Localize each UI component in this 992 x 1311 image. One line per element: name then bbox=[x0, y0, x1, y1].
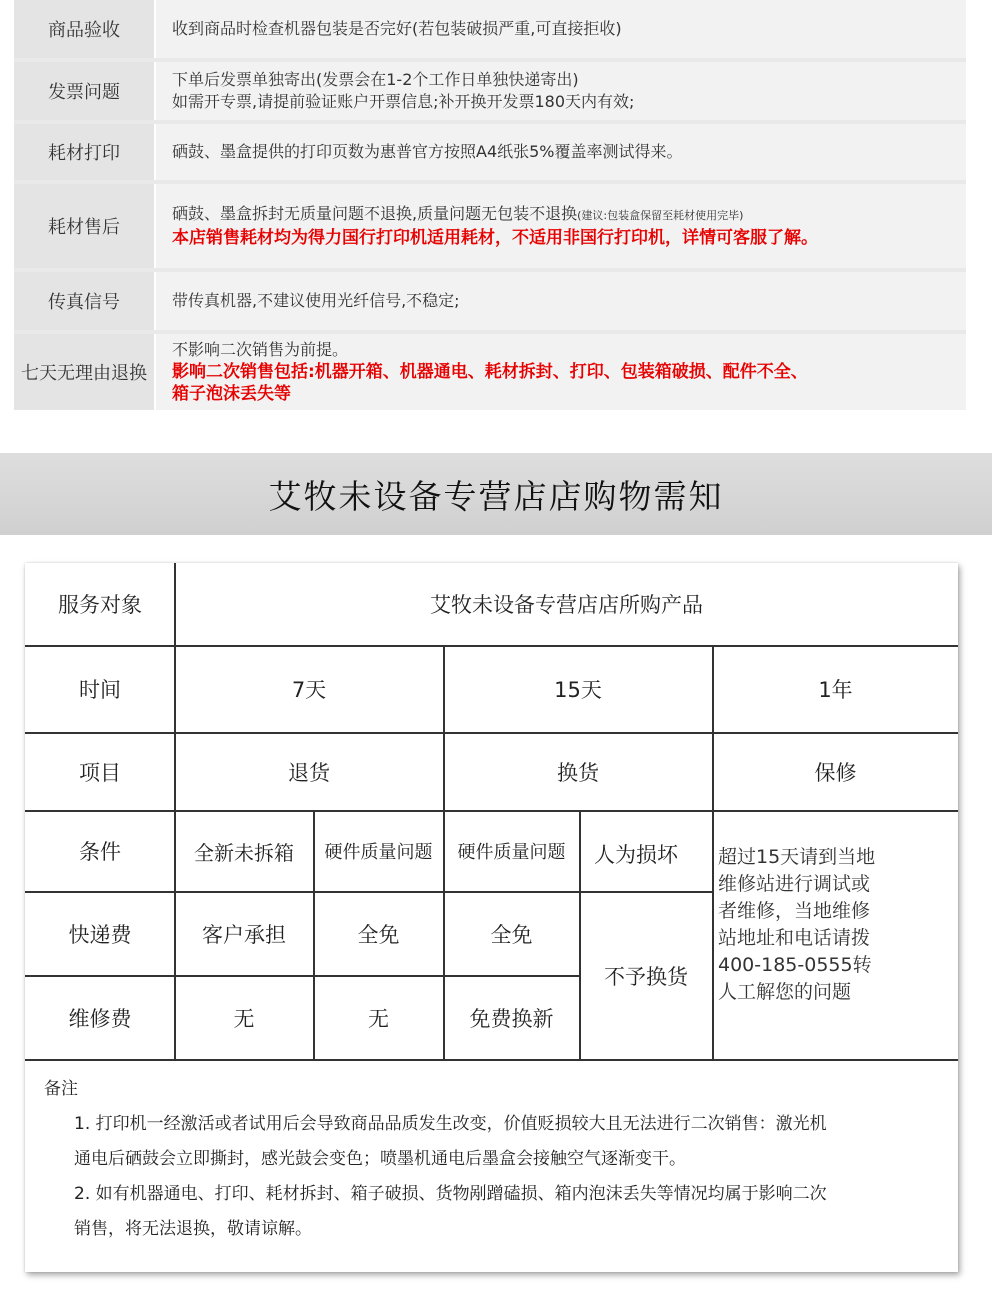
policy-label: 传真信号 bbox=[14, 272, 154, 330]
item-repair: 保修 bbox=[814, 760, 857, 785]
item-label: 项目 bbox=[79, 760, 121, 785]
repair-fee-none: 无 bbox=[233, 1006, 255, 1031]
time-label: 时间 bbox=[79, 678, 121, 702]
shipping-customer: 客户承担 bbox=[202, 922, 286, 947]
repair-fee-free-replace: 免费换新 bbox=[469, 1006, 554, 1031]
shipping-free: 全免 bbox=[490, 922, 533, 947]
policy-content bbox=[156, 0, 966, 58]
time-1-year: 1年 bbox=[818, 678, 853, 702]
policy-label: 耗材售后 bbox=[14, 184, 154, 268]
policy-label: 发票问题 bbox=[14, 62, 154, 120]
shipping-label: 快递费 bbox=[68, 922, 132, 947]
policy-text: 如需开专票,请提前验证账户开票信息;补开换开发票180天内有效; bbox=[172, 92, 635, 111]
condition-label: 条件 bbox=[79, 840, 121, 864]
shopping-notice-banner: 艾牧未设备专营店店购物需知 bbox=[0, 453, 992, 535]
warranty-note-line: 站地址和电话请拨 bbox=[718, 927, 871, 949]
time-7-days: 7天 bbox=[291, 678, 327, 702]
policy-warning: 本店销售耗材均为得力国行打印机适用耗材，不适用非国行打印机，详情可客服了解。 bbox=[172, 228, 818, 248]
policy-content bbox=[156, 272, 966, 330]
note-line: 2. 如有机器通电、打印、耗材拆封、箱子破损、货物剐蹭磕损、箱内泡沫丢失等情况均属于影响二次 bbox=[74, 1184, 827, 1204]
warranty-note-line: 者维修，当地维修 bbox=[718, 900, 871, 922]
warranty-note bbox=[718, 844, 918, 1006]
policy-content bbox=[156, 184, 966, 268]
policy-text: 下单后发票单独寄出(发票会在1-2个工作日单独快递寄出) bbox=[172, 70, 579, 89]
note-item-2 bbox=[74, 1177, 924, 1247]
policy-text-main: 硒鼓、墨盒拆封无质量问题不退换,质量问题无包装不退换 bbox=[172, 204, 578, 223]
policy-text-small: (建议:包装盒保留至耗材使用完毕) bbox=[577, 209, 744, 222]
condition-human-damage: 人为损坏 bbox=[594, 843, 678, 867]
policy-warning: 影响二次销售包括:机器开箱、机器通电、耗材拆封、打印、包装箱破损、配件不全、 bbox=[172, 362, 808, 382]
policy-label: 七天无理由退换 bbox=[14, 334, 154, 410]
condition-hardware-issue: 硬件质量问题 bbox=[457, 842, 566, 863]
policy-label: 商品验收 bbox=[14, 0, 154, 58]
note-item-1 bbox=[74, 1107, 924, 1177]
policy-text: 硒鼓、墨盒提供的打印页数为惠普官方按照A4纸张5%覆盖率测试得来。 bbox=[172, 142, 683, 161]
condition-hardware-issue: 硬件质量问题 bbox=[324, 842, 433, 863]
policy-row-fax bbox=[14, 272, 966, 330]
service-label: 服务对象 bbox=[58, 593, 142, 617]
policy-text: 不影响二次销售为前提。 bbox=[172, 340, 349, 359]
no-exchange: 不予换货 bbox=[604, 964, 688, 989]
condition-new-unopened: 全新未拆箱 bbox=[194, 840, 294, 865]
policy-row-invoice bbox=[14, 62, 966, 120]
note-line: 通电后硒鼓会立即撕封，感光鼓会变色；喷墨机通电后墨盒会接触空气逐渐变干。 bbox=[74, 1149, 686, 1169]
notes-title: 备注 bbox=[44, 1079, 78, 1099]
policy-text: 收到商品时检查机器包装是否完好(若包装破损严重,可直接拒收) bbox=[172, 19, 622, 38]
policy-label: 耗材打印 bbox=[14, 124, 154, 180]
policy-content bbox=[156, 124, 966, 180]
policy-table bbox=[14, 0, 966, 410]
policy-warning: 箱子泡沫丢失等 bbox=[172, 384, 291, 404]
time-15-days: 15天 bbox=[554, 678, 602, 702]
policy-row-inspection bbox=[14, 0, 966, 58]
policy-row-seven-day bbox=[14, 334, 966, 410]
policy-text: 带传真机器,不建议使用光纤信号,不稳定; bbox=[172, 291, 460, 310]
warranty-note-line: 超过15天请到当地 bbox=[718, 846, 876, 868]
service-value: 艾牧未设备专营店店所购产品 bbox=[430, 593, 703, 617]
warranty-note-line: 人工解您的问题 bbox=[718, 981, 852, 1003]
shipping-free: 全免 bbox=[357, 922, 400, 947]
policy-row-consumable-print bbox=[14, 124, 966, 180]
policy-text bbox=[172, 203, 966, 227]
policy-content bbox=[156, 334, 966, 410]
policy-row-consumable-aftersale bbox=[14, 184, 966, 268]
item-exchange: 换货 bbox=[557, 760, 599, 785]
note-line: 销售，将无法退换，敬请谅解。 bbox=[74, 1219, 312, 1239]
repair-fee-none: 无 bbox=[368, 1006, 389, 1031]
warranty-note-line: 维修站进行调试或 bbox=[718, 873, 871, 895]
policy-content bbox=[156, 62, 966, 120]
grid-line bbox=[25, 1059, 958, 1061]
repair-fee-label: 维修费 bbox=[68, 1006, 132, 1031]
warranty-note-line: 400-185-0555转 bbox=[718, 954, 872, 976]
note-line: 1. 打印机一经激活或者试用后会导致商品品质发生改变，价值贬损较大且无法进行二次销售：激光机 bbox=[74, 1114, 827, 1134]
item-return: 退货 bbox=[288, 760, 330, 785]
